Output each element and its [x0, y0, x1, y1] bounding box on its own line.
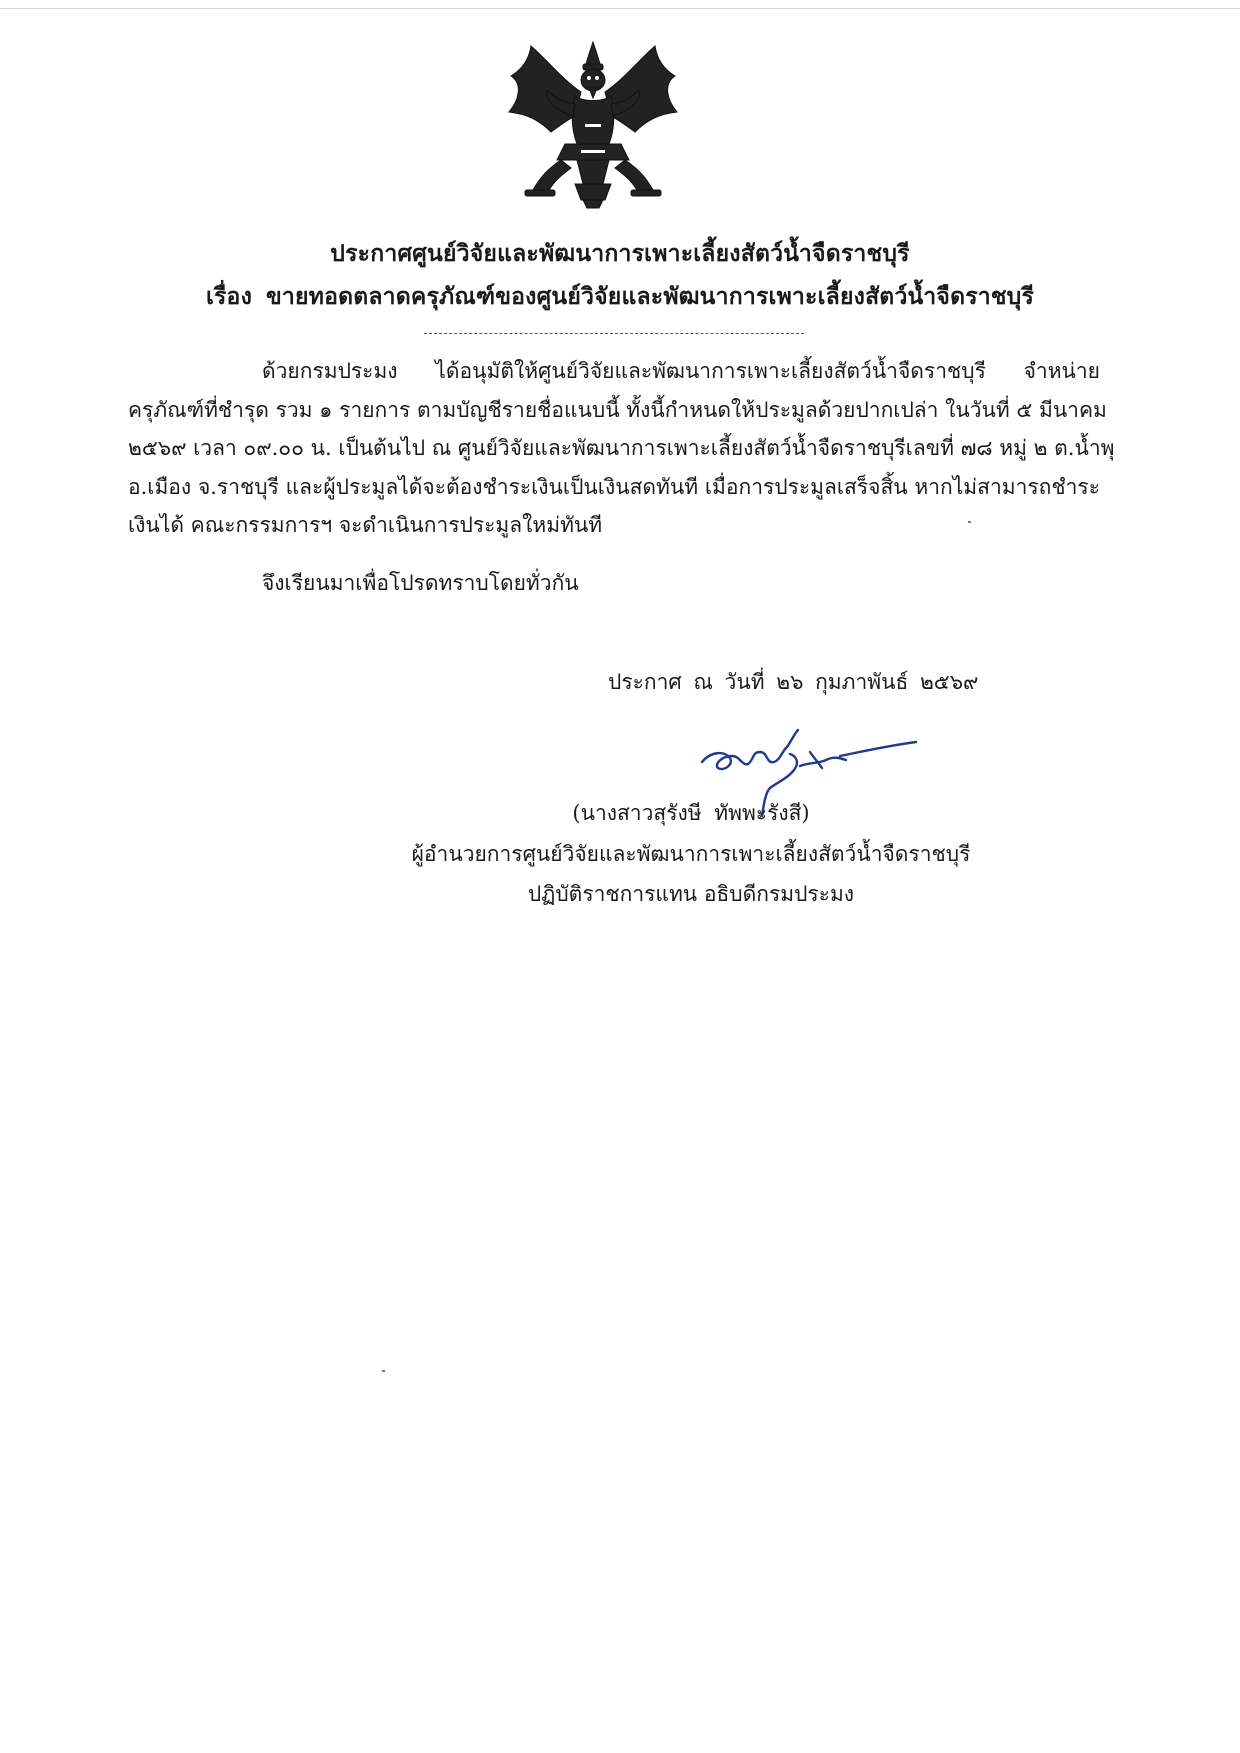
- subject-text: ขายทอดตลาดครุภัณฑ์ของศูนย์วิจัยและพัฒนาการเพาะเลี้ยงสัตว์น้ำจืดราชบุรี: [266, 283, 1035, 310]
- body-line: เงินได้ คณะกรรมการฯ จะดำเนินการประมูลใหม่ทันที: [128, 513, 603, 537]
- announcement-body: [128, 352, 1115, 545]
- subject-label: เรื่อง: [205, 283, 252, 310]
- signer-name: (นางสาวสุรังษี ทัพพะรังสี): [572, 801, 810, 825]
- signer-acting: ปฏิบัติราชการแทน อธิบดีกรมประมง: [527, 882, 855, 906]
- scan-edge-line: [0, 8, 1240, 9]
- closing-text: จึงเรียนมาเพื่อโปรดทราบโดยทั่วกัน: [262, 571, 579, 595]
- announcement-subject: [0, 279, 1240, 315]
- announce-date: ประกาศ ณ วันที่ ๒๖ กุมภาพันธ์ ๒๕๖๙: [608, 670, 979, 694]
- title-divider: [424, 333, 804, 334]
- signer-position: ผู้อำนวยการศูนย์วิจัยและพัฒนาการเพาะเลี้ยงสัตว์น้ำจืดราชบุรี: [411, 842, 971, 866]
- body-line: ด้วยกรมประมง ได้อนุมัติให้ศูนย์วิจัยและพัฒนาการเพาะเลี้ยงสัตว์น้ำจืดราชบุรี จำหน่าย: [262, 359, 1100, 383]
- scan-speck: [968, 521, 971, 523]
- body-line: อ.เมือง จ.ราชบุรี และผู้ประมูลได้จะต้องชำระเงินเป็นเงินสดทันที เมื่อการประมูลเสร็จสิ้น หากไม่สามารถชำระ: [128, 474, 1100, 499]
- garuda-emblem-icon: [505, 40, 681, 210]
- scan-speck: [382, 1370, 385, 1372]
- announcement-title: ประกาศศูนย์วิจัยและพัฒนาการเพาะเลี้ยงสัตว์น้ำจืดราชบุรี: [330, 240, 910, 267]
- body-line: ๒๕๖๙ เวลา ๐๙.๐๐ น. เป็นต้นไป ณ ศูนย์วิจัยและพัฒนาการเพาะเลี้ยงสัตว์น้ำจืดราชบุรีเลขที่ ๗๘ หมู่ ๒ ต.น้ำพุ: [128, 436, 1115, 460]
- body-line: ครุภัณฑ์ที่ชำรุด รวม ๑ รายการ ตามบัญชีรายชื่อแนบนี้ ทั้งนี้กำหนดให้ประมูลด้วยปากเปล่า ในวันที่ ๕ มีนาคม: [128, 397, 1107, 422]
